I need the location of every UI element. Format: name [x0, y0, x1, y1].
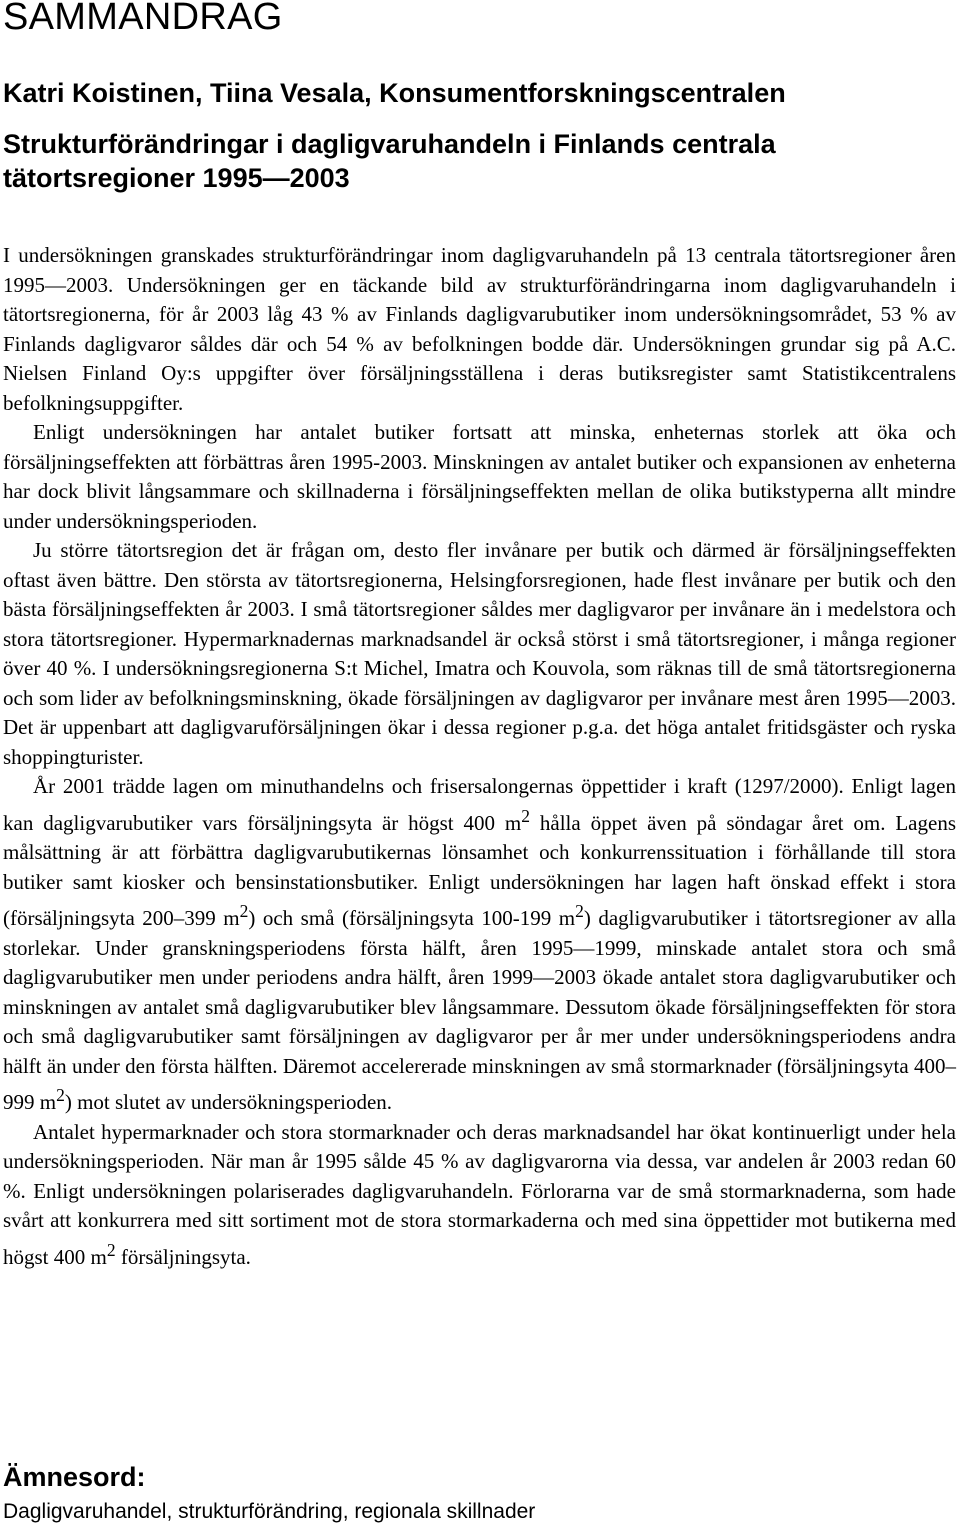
- paragraph-4-text: År 2001 trädde lagen om minuthandelns och frisersalongernas öppettider i kraft (1297/2000). Enligt lagen kan dagligvarubutiker vars försäljningsyta är högst 400 m: [3, 774, 956, 835]
- paragraph-3: Ju större tätortsregion det är frågan om, desto fler invånare per butik och därmed är försäljningseffekten oftast även bättre. Den största av tätortsregionerna, Helsingforsregionen, hade flest invånare per butik och den bästa försäljningseffekten år 2003. I små tätortsregioner såldes mer dagligvaror per invånare än i medelstora och stora tätortsregioner. Hypermarknadernas marknadsandel är också störst i små tätortsregioner, i många regioner över 40 %. I undersökningsregionerna S:t Michel, Imatra och Kouvola, som räknas till de små tätortsregionerna och som lider av befolkningsminskning, ökade försäljningen av dagligvaror per invånare mest åren 1995—2003. Det är uppenbart att dagligvaruförsäljningen ökar i dessa regioner p.g.a. det höga antalet fritidsgäster och ryska shoppingturister.: [3, 538, 956, 769]
- keywords-heading: Ämnesord:: [3, 1462, 146, 1492]
- paragraph-5: [3, 1118, 956, 1273]
- paragraph-4-text: ) mot slutet av undersökningsperioden.: [64, 1090, 393, 1114]
- superscript-2: 2: [56, 1085, 65, 1105]
- superscript-2: 2: [239, 901, 249, 921]
- paragraph-4-text: hålla öppet även på söndagar året om. Lagens målsättning är att förbättra dagligvarubutikernas lönsamhet och konkurrenssituation i förhållande till stora butiker samt kiosker och bensinstationsbutiker. Enligt undersökningen har lagen haft önskad effekt i stora (försäljningsyta 200–399 m: [3, 810, 956, 930]
- superscript-2: 2: [575, 901, 584, 921]
- summary-body: [3, 241, 956, 1272]
- document-authors: Katri Koistinen, Tiina Vesala, Konsumentforskningscentralen: [3, 78, 786, 108]
- superscript-2: 2: [106, 1239, 116, 1260]
- document-title: Strukturförändringar i dagligvaruhandeln i Finlands centrala tätortsregioner 1995—2003: [3, 129, 776, 193]
- paragraph-5-text: försäljningsyta.: [115, 1244, 251, 1269]
- superscript-2: 2: [521, 805, 530, 826]
- paragraph-4-text: ) dagligvarubutiker i tätortsregioner av alla storlekar. Under granskningsperiodens första hälft, åren 1995—1999, minskade antalet stora och små dagligvarubutiker men under periodens andra hälft, åren 1999—2003 ökade antalet stora dagligvarubutiker och minskningen av antalet små dagligvarubutiker blev långsammare. Dessutom ökade försäljningseffekten för stora och små dagligvarubutiker samt försäljningen av dagligvaror per år mer under undersökningsperiodens andra hälft än under den första hälften. Däremot accelererade minskningen av små stormarknader (försäljningsyta 400–999 m: [3, 906, 957, 1114]
- paragraph-2: Enligt undersökningen har antalet butiker fortsatt att minska, enheternas storlek att öka och försäljningseffekten att förbättras åren 1995-2003. Minskningen av antalet butiker och expansionen av enheterna har dock blivit långsammare och skillnaderna i försäljningseffekten mellan de olika butikstyperna allt mindre under undersökningsperioden.: [3, 420, 956, 533]
- paragraph-1: I undersökningen granskades strukturförändringar inom dagligvaruhandeln på 13 centrala tätortsregioner åren 1995—2003. Undersökningen ger en täckande bild av strukturförändringarna inom dagligvaruhandeln i tätortsregionerna, för år 2003 låg 43 % av Finlands dagligvarubutiker inom undersökningsområdet, 53 % av Finlands dagligvaror såldes där och 54 % av befolkningen bodde där. Undersökningen grundar sig på A.C. Nielsen Finland Oy:s uppgifter över försäljningsställena i deras butiksregister samt Statistikcentralens befolkningsuppgifter.: [3, 243, 956, 415]
- paragraph-4: [3, 772, 956, 1118]
- paragraph-4-text: ) och små (försäljningsyta 100-199 m: [248, 906, 576, 930]
- keywords-list: Dagligvaruhandel, strukturförändring, regionala skillnader: [3, 1500, 536, 1523]
- paragraph-5-text: Antalet hypermarknader och stora stormarknader och deras marknadsandel har ökat kontinuerligt under hela undersökningsperioden. När man år 1995 sålde 45 % av dagligvarorna via dessa, var andelen år 2003 redan 60 %. Enligt undersökningen polariserades dagligvaruhandeln. Förlorarna var de små stormarknaderna, som hade svårt att konkurrera med sitt sortiment mot de stora stormarkaderna och med sina öppettider mot butikerna med högst 400 m: [3, 1119, 956, 1269]
- document-heading: SAMMANDRAG: [3, 0, 283, 38]
